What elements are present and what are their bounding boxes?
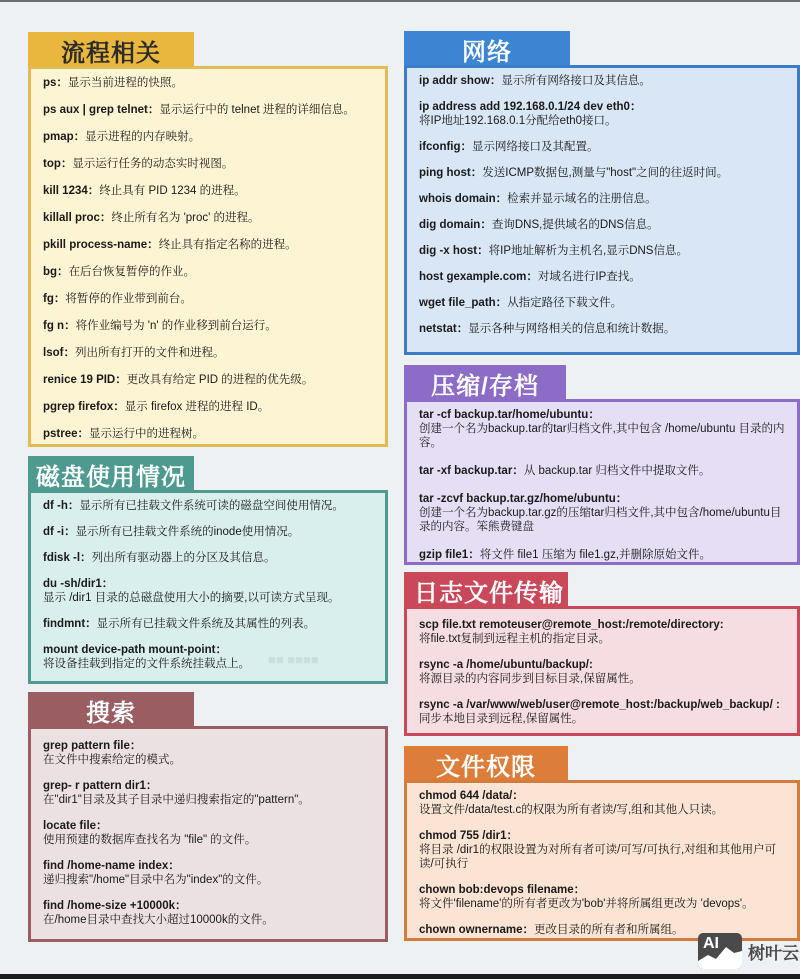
command-description: 将IP地址192.168.0.1分配给eth0接口。: [419, 115, 617, 127]
command-name: top：: [43, 158, 73, 170]
command-name: ip address add 192.168.0.1/24 dev eth0：: [419, 101, 642, 113]
section-permissions: [404, 746, 800, 941]
command-item: [43, 577, 373, 605]
command-description: 显示 firefox 进程的进程 ID。: [124, 401, 270, 413]
command-item: [419, 244, 785, 258]
command-name: findmnt：: [43, 618, 97, 630]
command-item: [419, 192, 785, 206]
command-description: 将文件 file1 压缩为 file1.gz,并删除原始文件。: [479, 549, 712, 561]
command-item: [43, 643, 373, 671]
command-item: [43, 427, 373, 441]
command-name: rsync -a /home/ubuntu/backup/:: [419, 659, 593, 671]
command-item: [419, 408, 785, 450]
command-name: chmod 755 /dir1：: [419, 830, 519, 842]
command-description: 更改目录的所有者和所属组。: [534, 924, 684, 936]
command-description: 显示网络接口及其配置。: [472, 141, 599, 153]
command-description: 从 backup.tar 归档文件中提取文件。: [523, 465, 711, 477]
command-description: 检索并显示域名的注册信息。: [507, 193, 657, 205]
command-description: 创建一个名为backup.tar的tar归档文件,其中包含 /home/ubuntu 目录的内容。: [419, 423, 785, 449]
command-item: [43, 373, 373, 387]
command-name: chown ownername：: [419, 924, 535, 936]
command-item: [43, 130, 373, 144]
command-item: [43, 292, 373, 306]
command-name: wget file_path：: [419, 297, 508, 309]
command-name: fg n：: [43, 320, 76, 332]
command-item: [43, 103, 373, 117]
command-description: 将IP地址解析为主机名,显示DNS信息。: [488, 245, 688, 257]
command-description: 对域名进行IP查找。: [537, 271, 641, 283]
section-transfer: [404, 572, 800, 736]
command-description: 终止所有名为 'proc' 的进程。: [111, 212, 260, 224]
section-network: [404, 31, 800, 355]
section-title-disk: 磁盘使用情况: [28, 456, 194, 492]
watermark: [698, 933, 799, 969]
command-description: 同步本地目录到远程,保留属性。: [419, 713, 584, 725]
section-title-search: 搜索: [28, 692, 194, 728]
command-description: 创建一个名为backup.tar.gz的压缩tar归档文件,其中包含/home/ubuntu目录的内容。笨熊费键盘: [419, 507, 782, 533]
command-name: killall proc：: [43, 212, 112, 224]
command-name: fdisk -l：: [43, 552, 92, 564]
command-name: tar -xf backup.tar：: [419, 465, 524, 477]
command-description: 显示所有已挂载文件系统可读的磁盘空间使用情况。: [79, 500, 344, 512]
command-description: 在后台恢复暂停的作业。: [68, 266, 196, 278]
section-title-archive: 压缩/存档: [404, 365, 566, 401]
command-description: 在文件中搜索给定的模式。: [43, 754, 181, 766]
command-description: 列出所有驱动器上的分区及其信息。: [91, 552, 276, 564]
command-name: tar -cf backup.tar/home/ubuntu：: [419, 409, 600, 421]
section-title-network: 网络: [404, 31, 570, 67]
command-description: 显示 /dir1 目录的总磁盘使用大小的摘要,以可读方式呈现。: [43, 592, 340, 604]
section-process: [28, 32, 388, 447]
command-item: [43, 319, 373, 333]
command-item: [43, 238, 373, 252]
command-name: rsync -a /var/www/web/user@remote_host:/backup/web_backup/ :: [419, 699, 780, 711]
command-name: pmap：: [43, 131, 86, 143]
command-name: ps：: [43, 77, 68, 89]
command-name: fg：: [43, 293, 66, 305]
command-item: [43, 819, 373, 847]
command-item: [43, 265, 373, 279]
command-description: 从指定路径下载文件。: [507, 297, 623, 309]
command-description: 将file.txt复制到远程主机的指定目录。: [419, 633, 611, 645]
command-item: [419, 658, 785, 686]
command-description: 终止具有指定名称的进程。: [158, 239, 297, 251]
command-name: pkill process-name：: [43, 239, 159, 251]
command-item: [419, 218, 785, 232]
command-description: 使用预建的数据库查找名为 "file" 的文件。: [43, 834, 257, 846]
command-name: pgrep firefox：: [43, 401, 125, 413]
command-item: [43, 899, 373, 927]
brand-name: 树叶云: [748, 943, 799, 963]
command-name: whois domain：: [419, 193, 508, 205]
command-name: renice 19 PID：: [43, 374, 127, 386]
command-name: gzip file1：: [419, 549, 480, 561]
command-name: dig -x host：: [419, 245, 489, 257]
command-name: locate file：: [43, 820, 108, 832]
command-name: pstree：: [43, 428, 90, 440]
command-description: 将文件'filename'的所有者更改为'bob'并将所属组更改为 'devops'。: [419, 898, 754, 910]
command-description: 将源目录的内容同步到目标目录,保留属性。: [419, 673, 641, 685]
command-description: 显示当前进程的快照。: [67, 77, 183, 89]
command-item: [419, 548, 785, 562]
command-item: [43, 617, 373, 631]
command-description: 将目录 /dir1的权限设置为对所有者可读/可写/可执行,对组和其他用户可读/可执行: [419, 844, 777, 870]
command-description: 递归搜索"/home"目录中名为"index"的文件。: [43, 874, 269, 886]
command-name: netstat：: [419, 323, 469, 335]
command-item: [419, 492, 785, 534]
command-item: [43, 859, 373, 887]
command-description: 显示运行中的 telnet 进程的详细信息。: [159, 104, 355, 116]
command-description: 显示运行任务的动态实时视图。: [72, 158, 234, 170]
command-description: 显示所有已挂载文件系统及其属性的列表。: [96, 618, 316, 630]
command-description: 查询DNS,提供域名的DNS信息。: [491, 219, 659, 231]
command-item: [419, 296, 785, 310]
command-description: 将作业编号为 'n' 的作业移到前台运行。: [75, 320, 277, 332]
command-item: [419, 883, 785, 911]
command-item: [419, 100, 785, 128]
command-item: [419, 74, 785, 88]
command-item: [419, 270, 785, 284]
command-item: [43, 211, 373, 225]
command-name: chown bob:devops filename：: [419, 884, 586, 896]
command-name: scp file.txt remoteuser@remote_host:/remote/directory:: [419, 619, 724, 631]
command-name: find /home-name index：: [43, 860, 180, 872]
command-name: kill 1234：: [43, 185, 100, 197]
command-description: 将设备挂载到指定的文件系统挂载点上。: [43, 658, 250, 670]
section-title-transfer: 日志文件传输: [404, 572, 568, 608]
section-body-process: [28, 66, 388, 447]
command-name: mount device-path mount-point：: [43, 644, 227, 656]
section-body-archive: [404, 399, 800, 565]
section-title-permissions: 文件权限: [404, 746, 568, 782]
command-item: [419, 618, 785, 646]
command-name: grep pattern file：: [43, 740, 142, 752]
section-body-permissions: [404, 780, 800, 941]
command-name: grep- r pattern dir1：: [43, 780, 158, 792]
command-description: 设置文件/data/test.c的权限为所有者读/写,组和其他人只读。: [419, 804, 724, 816]
command-name: bg：: [43, 266, 69, 278]
command-item: [419, 322, 785, 336]
top-border: [0, 0, 800, 2]
command-item: [43, 346, 373, 360]
command-description: 发送ICMP数据包,测量与"host"之间的往返时间。: [482, 167, 729, 179]
command-name: ping host：: [419, 167, 483, 179]
command-item: [43, 76, 373, 90]
command-description: 在/home目录中查找大小超过10000k的文件。: [43, 914, 274, 926]
command-name: tar -zcvf backup.tar.gz/home/ubuntu：: [419, 493, 628, 505]
command-name: du -sh/dir1：: [43, 578, 114, 590]
command-item: [43, 779, 373, 807]
command-item: [419, 698, 785, 726]
command-description: 更改具有给定 PID 的进程的优先级。: [126, 374, 314, 386]
command-description: 列出所有打开的文件和进程。: [74, 347, 225, 359]
section-archive: [404, 365, 800, 565]
command-name: df -h：: [43, 500, 80, 512]
command-item: [419, 829, 785, 871]
command-name: chmod 644 /data/：: [419, 790, 524, 802]
command-item: [419, 166, 785, 180]
command-name: df -i：: [43, 526, 76, 538]
section-body-transfer: [404, 606, 800, 736]
command-item: [43, 184, 373, 198]
command-description: 显示各种与网络相关的信息和统计数据。: [468, 323, 676, 335]
section-body-disk: [28, 490, 388, 684]
section-search: [28, 692, 388, 942]
section-body-search: [28, 726, 388, 942]
command-description: 将暂停的作业带到前台。: [65, 293, 192, 305]
command-name: ifconfig：: [419, 141, 473, 153]
command-description: 显示所有网络接口及其信息。: [501, 75, 651, 87]
command-item: [419, 140, 785, 154]
command-item: [43, 400, 373, 414]
command-item: [43, 499, 373, 513]
command-description: 显示进程的内存映射。: [85, 131, 201, 143]
command-name: lsof：: [43, 347, 75, 359]
command-name: find /home-size +10000k：: [43, 900, 187, 912]
command-item: [419, 789, 785, 817]
command-name: host gexample.com：: [419, 271, 538, 283]
command-description: 显示运行中的进程树。: [89, 428, 205, 440]
command-item: [43, 525, 373, 539]
command-name: ip addr show：: [419, 75, 502, 87]
section-disk: [28, 456, 388, 684]
command-item: [419, 464, 785, 478]
command-item: [43, 739, 373, 767]
command-name: ps aux | grep telnet：: [43, 104, 160, 116]
bottom-bar: [0, 974, 800, 979]
section-body-network: [404, 65, 800, 355]
command-description: 在"dir1"目录及其子目录中递归搜索指定的"pattern"。: [43, 794, 310, 806]
command-item: [43, 551, 373, 565]
command-item: [43, 157, 373, 171]
command-description: 显示所有已挂载文件系统的inode使用情况。: [75, 526, 300, 538]
command-name: dig domain：: [419, 219, 492, 231]
faint-watermark: ■■ ■■■■: [268, 652, 319, 667]
section-title-process: 流程相关: [28, 32, 194, 68]
command-description: 终止具有 PID 1234 的进程。: [99, 185, 246, 197]
ai-logo-icon: AI: [698, 933, 742, 969]
